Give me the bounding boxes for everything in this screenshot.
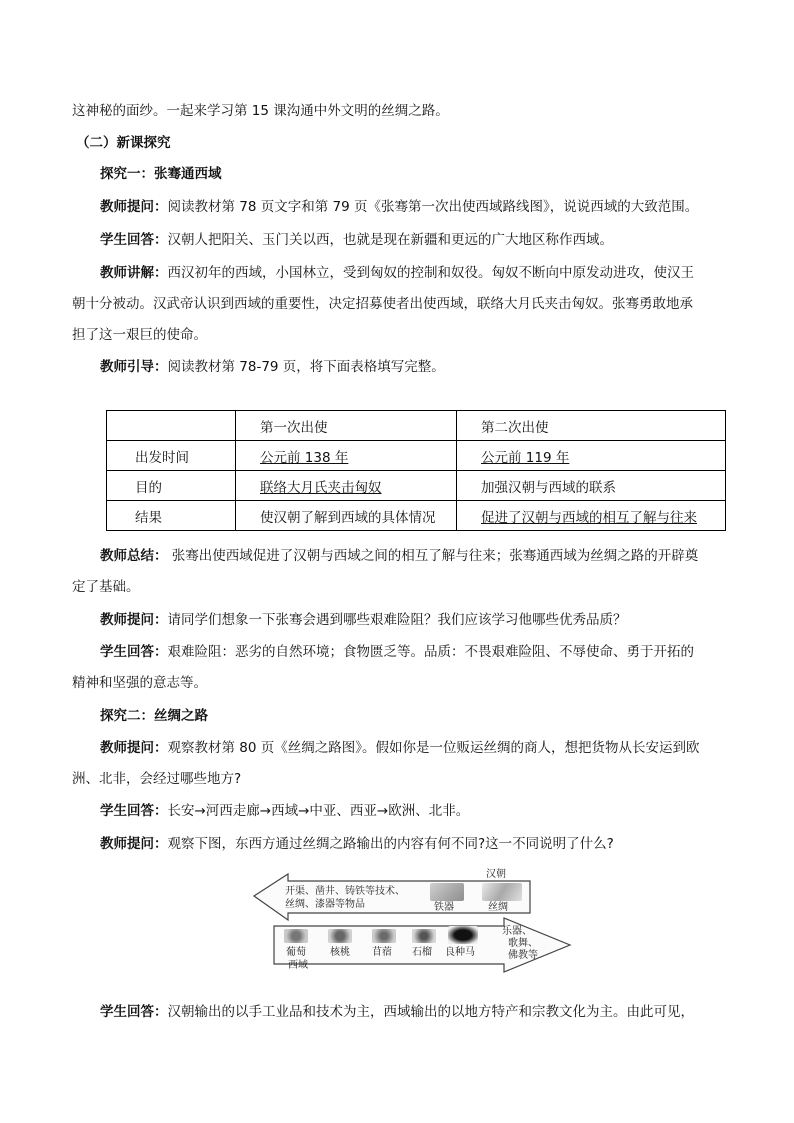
paragraph-text: 长安→河西走廊→西域→中亚、西亚→欧洲、北非。 (167, 803, 470, 819)
silk-label: 丝绸 (488, 902, 508, 913)
speaker-label: 教师引导： (100, 359, 168, 375)
horse-icon (448, 926, 478, 944)
speaker-label: 学生回答： (100, 803, 168, 819)
paragraph-line: 精神和坚强的意志等。 (72, 675, 207, 691)
table-cell (457, 501, 726, 531)
culture-label: 佛教等 (508, 950, 538, 961)
answer-underlined: 公元前 119 年 (481, 449, 570, 466)
paragraph-text: 艰难险阻：恶劣的自然环境；食物匮乏等。品质：不畏艰难险阻、不辱使命、勇于开拓的 (167, 644, 694, 660)
answer-underlined: 公元前 138 年 (260, 449, 349, 466)
table-header-cell: 第一次出使 (236, 411, 457, 441)
silk-road-exchange-figure (252, 868, 572, 980)
teacher-lecture (100, 263, 722, 283)
paragraph-text: 观察下图，东西方通过丝绸之路输出的内容有何不同?这一不同说明了什么? (167, 836, 614, 852)
speaker-label: 教师总结： (100, 548, 168, 564)
table-row-label: 结果 (107, 501, 236, 531)
intro-line: 这神秘的面纱。一起来学习第 15 课沟通中外文明的丝绸之路。 (72, 103, 449, 119)
teacher-question-3 (100, 738, 722, 758)
teacher-summary (100, 546, 722, 566)
table-row-label: 目的 (107, 471, 236, 501)
speaker-label: 教师提问： (100, 740, 168, 756)
answer-underlined: 联络大月氏夹击匈奴 (260, 479, 382, 496)
table-cell: 使汉朝了解到西域的具体情况 (236, 501, 457, 531)
grape-label: 葡萄 (286, 947, 306, 958)
culture-label: 歌舞、 (508, 938, 538, 949)
table-row-label: 出发时间 (107, 441, 236, 471)
explore-one-heading: 探究一：张骞通西域 (100, 166, 222, 182)
speaker-label: 学生回答： (100, 644, 168, 660)
paragraph-text: 汉朝人把阳关、玉门关以西，也就是现在新疆和更远的广大地区称作西域。 (167, 232, 613, 248)
iron-label: 铁器 (434, 902, 454, 913)
han-exports-text: 丝绸、漆器等物品 (285, 899, 365, 910)
section-heading: （二）新课探究 (76, 135, 171, 151)
student-answer-2 (100, 642, 722, 662)
table-header-cell: 第二次出使 (457, 411, 726, 441)
alfalfa-label: 苜蓿 (372, 947, 392, 958)
han-dynasty-label: 汉朝 (486, 869, 506, 880)
speaker-label: 教师提问： (100, 836, 168, 852)
paragraph-text: 西汉初年的西域，小国林立，受到匈奴的控制和奴役。匈奴不断向中原发动进攻，使汉王 (167, 265, 694, 281)
paragraph-line: 定了基础。 (72, 579, 140, 595)
table-row (107, 471, 726, 501)
table-header-row (107, 411, 726, 441)
answer-underlined: 促进了汉朝与西域的相互了解与往来 (481, 509, 697, 526)
teacher-question-4 (100, 834, 722, 854)
speaker-label: 学生回答： (100, 232, 168, 248)
grape-icon (284, 929, 308, 943)
iron-tool-icon (430, 883, 464, 901)
teacher-question-2 (100, 610, 722, 630)
speaker-label: 教师提问： (100, 612, 168, 628)
alfalfa-icon (372, 929, 396, 943)
paragraph-text: 阅读教材第 78 页文字和第 79 页《张骞第一次出使西域路线图》，说说西域的大致范围。 (167, 199, 699, 215)
table-cell: 加强汉朝与西域的联系 (457, 471, 726, 501)
explore-two-heading: 探究二：丝绸之路 (100, 708, 208, 724)
paragraph-text: 张骞出使西域促进了汉朝与西域之间的相互了解与往来；张骞通西域为丝绸之路的开辟奠 (167, 548, 699, 564)
speaker-label: 教师提问： (100, 199, 168, 215)
silk-cloth-icon (482, 883, 522, 901)
paragraph-line: 担了这一艰巨的使命。 (72, 327, 207, 343)
horse-label: 良种马 (445, 947, 475, 958)
paragraph-text: 观察教材第 80 页《丝绸之路图》。假如你是一位贩运丝绸的商人，想把货物从长安运到欧 (167, 740, 700, 756)
paragraph-line: 洲、北非，会经过哪些地方? (72, 771, 242, 787)
envoy-table (106, 410, 726, 531)
walnut-icon (328, 929, 352, 943)
student-answer-3 (100, 801, 722, 821)
pomegranate-label: 石榴 (412, 947, 432, 958)
western-regions-label: 西域 (288, 960, 308, 971)
table-cell (236, 471, 457, 501)
speaker-label: 教师讲解： (100, 265, 168, 281)
table-cell (457, 441, 726, 471)
paragraph-line: 朝十分被动。汉武帝认识到西域的重要性，决定招募使者出使西域，联络大月氏夹击匈奴。张骞勇敢地承 (72, 296, 693, 312)
pomegranate-icon (412, 929, 436, 943)
speaker-label: 学生回答： (100, 1004, 168, 1020)
table-row (107, 501, 726, 531)
student-answer-4 (100, 1002, 722, 1022)
paragraph-text: 请同学们想象一下张骞会遇到哪些艰难险阻？我们应该学习他哪些优秀品质？ (167, 612, 627, 628)
table-cell (236, 441, 457, 471)
table-cell (107, 411, 236, 441)
teacher-question-1 (100, 197, 722, 217)
culture-label: 乐器、 (502, 926, 532, 937)
han-exports-text: 开渠、凿井、铸铁等技术、 (285, 886, 405, 897)
table-row (107, 441, 726, 471)
paragraph-text: 阅读教材第 78-79 页，将下面表格填写完整。 (167, 359, 445, 375)
teacher-guide (100, 357, 722, 377)
paragraph-text: 汉朝输出的以手工业品和技术为主，西域输出的以地方特产和宗教文化为主。由此可见， (167, 1004, 694, 1020)
student-answer-1 (100, 230, 722, 250)
walnut-label: 核桃 (330, 947, 350, 958)
